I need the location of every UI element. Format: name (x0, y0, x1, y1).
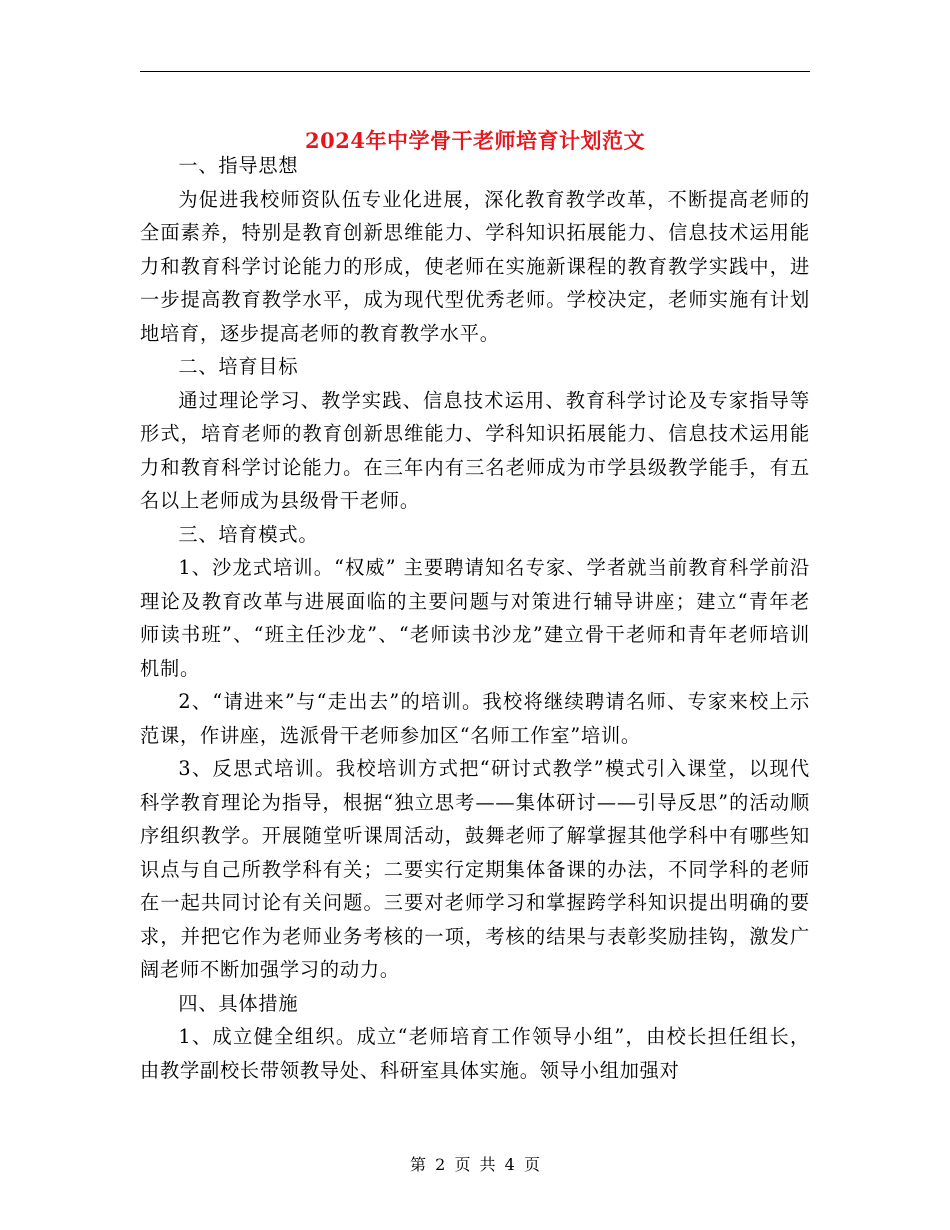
document-title: 2024年中学骨干老师培育计划范文 (305, 128, 645, 154)
paragraph-guiding-ideology: 为促进我校师资队伍专业化进展，深化教育教学改革，不断提高老师的全面素养，特别是教育创新思维能力、学科知识拓展能力、信息技术运用能力和教育科学讨论能力的形成，使老师在实施新课程的教育教学实践中，进一步提高教育教学水平，成为现代型优秀老师。学校决定，老师实施有计划地培育，逐步提高老师的教育教学水平。 (140, 187, 810, 345)
section-heading-specific-measures: 四、具体措施 (178, 991, 299, 1015)
footer-suffix: 页 (523, 1155, 540, 1174)
section-heading-training-modes: 三、培育模式。 (178, 522, 319, 546)
header-rule (140, 71, 810, 72)
footer-total-pages: 4 (504, 1155, 515, 1174)
footer-current-page: 2 (435, 1155, 446, 1174)
footer-prefix: 第 (410, 1155, 427, 1174)
section-heading-guiding-ideology: 一、指导思想 (178, 154, 299, 177)
paragraph-reflective-training: 3、反思式培训。我校培训方式把“研讨式教学”模式引入课堂，以现代科学教育理论为指导，根据“独立思考——集体研讨——引导反思”的活动顺序组织教学。开展随堂听课周活动，鼓舞老师了解掌握其他学科中有哪些知识点与自己所教学科有关；二要实行定期集体备课的办法，不同学科的老师在一起共同讨论有关问题。三要对老师学习和掌握跨学科知识提出明确的要求，并把它作为老师业务考核的一项，考核的结果与表彰奖励挂钩，激发广阔老师不断加强学习的动力。 (140, 757, 810, 981)
paragraph-invite-and-go-out-training: 2、“请进来”与“走出去”的培训。我校将继续聘请名师、专家来校上示范课，作讲座，选派骨干老师参加区“名师工作室”培训。 (140, 690, 810, 747)
section-heading-training-goals: 二、培育目标 (178, 355, 299, 378)
paragraph-establish-organization: 1、成立健全组织。成立“老师培育工作领导小组”，由校长担任组长，由教学副校长带领教导处、科研室具体实施。领导小组加强对 (140, 1025, 810, 1082)
footer-total-word: 共 (479, 1155, 496, 1174)
footer-page-word: 页 (454, 1155, 471, 1174)
document-body (140, 149, 810, 1087)
paragraph-salon-training: 1、沙龙式培训。“权威” 主要聘请知名专家、学者就当前教育科学前沿理论及教育改革与进展面临的主要问题与对策进行辅导讲座；建立“青年老师读书班”、“班主任沙龙”、“老师读书沙龙”建立骨干老师和青年老师培训机制。 (140, 556, 810, 680)
page-number-footer (0, 1153, 950, 1177)
paragraph-training-goals: 通过理论学习、教学实践、信息技术运用、教育科学讨论及专家指导等形式，培育老师的教育创新思维能力、学科知识拓展能力、信息技术运用能力和教育科学讨论能力。在三年内有三名老师成为市学县级教学能手，有五名以上老师成为县级骨干老师。 (140, 388, 810, 512)
